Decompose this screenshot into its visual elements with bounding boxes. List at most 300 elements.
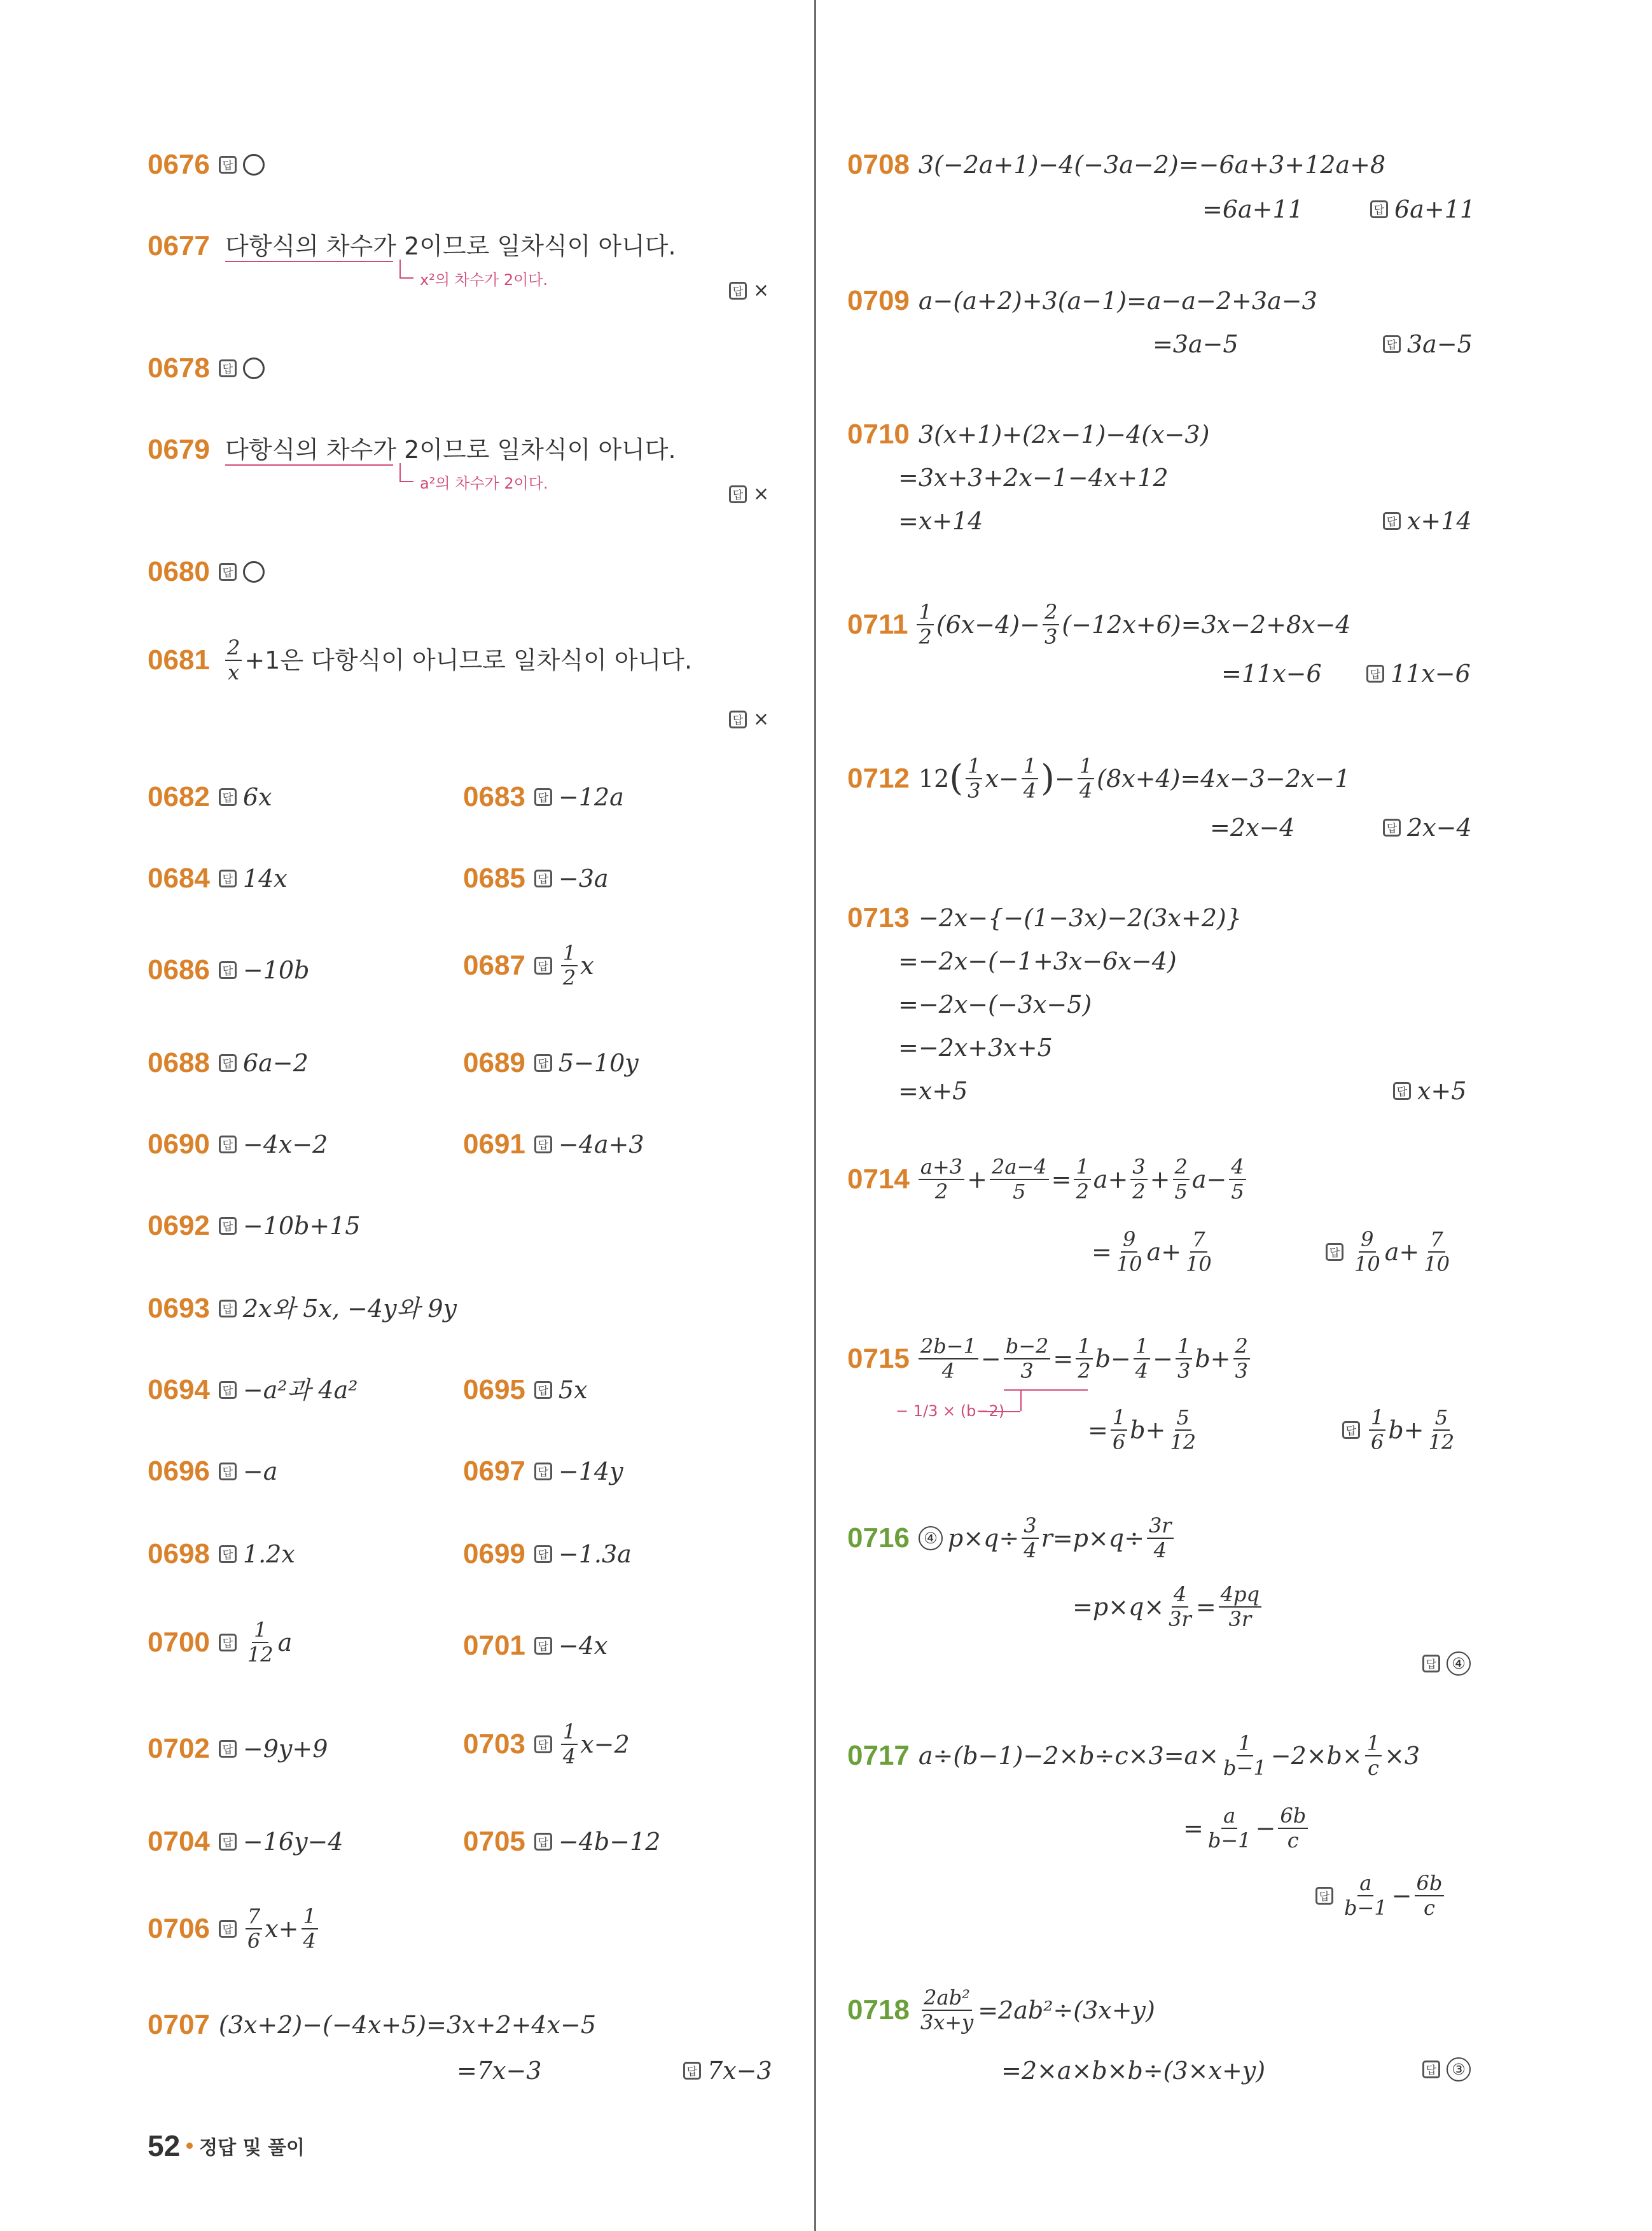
equation-term: (−12x+6)=3x−2+8x−4 — [1062, 610, 1351, 639]
equation-line: =−2x−(−1+3x−6x−4) — [898, 947, 1177, 975]
answer-icon — [534, 870, 552, 887]
answer-icon — [219, 1740, 237, 1758]
equation-0712-line2 — [1210, 813, 1295, 840]
answer-expr: 11x−6 — [1391, 659, 1471, 688]
problem-number: 0689 — [463, 1046, 525, 1078]
answer-icon — [219, 1920, 237, 1938]
equation-0711-line2 — [1221, 659, 1322, 686]
var-term: b− — [1095, 1344, 1131, 1373]
equation-term: − — [1054, 764, 1075, 793]
equation-0713-line4 — [898, 1033, 1053, 1060]
problem-number: 0705 — [463, 1825, 525, 1857]
problem-0707 — [148, 2010, 596, 2039]
note-underline — [1004, 1389, 1088, 1391]
answer-0679 — [720, 480, 769, 504]
problem-0704 — [148, 1827, 344, 1856]
fraction: $\frac{1}{2}$ — [917, 601, 933, 649]
equation-0716-line2 — [1072, 1583, 1264, 1631]
fraction: $\frac{7}{6}$ — [246, 1905, 262, 1953]
note-text: x²의 차수가 2이다. — [420, 271, 548, 289]
answer-icon — [1383, 512, 1401, 530]
problem-0697 — [463, 1457, 623, 1485]
explanation-text: +1은 다항식이 아니므로 일차식이 아니다. — [244, 646, 693, 674]
problem-number: 0701 — [463, 1629, 525, 1661]
answer-icon — [219, 1545, 237, 1563]
equals-sign: = — [1195, 1592, 1216, 1621]
fraction: $\frac{2}{3}$ — [1043, 601, 1059, 649]
answer-icon — [219, 563, 237, 581]
answer-icon — [219, 1217, 237, 1235]
equals-sign: = — [1053, 1344, 1074, 1373]
answer-icon — [1383, 819, 1401, 837]
problem-number: 0703 — [463, 1728, 525, 1760]
answer-expr: −4x−2 — [242, 1130, 328, 1158]
answer-0716 — [1413, 1649, 1471, 1676]
minus-sign: − — [1391, 1881, 1412, 1910]
problem-number: 0695 — [463, 1373, 525, 1405]
note-underline — [225, 261, 393, 262]
var-term: b+ — [1388, 1415, 1424, 1444]
fraction: $\frac{9}{10}$ — [1354, 1227, 1380, 1276]
column-divider — [814, 0, 816, 2231]
answer-expr: 2x와 5x, −4y와 9y — [242, 1294, 457, 1323]
fraction: $\frac{a}{b-1}$ — [1344, 1871, 1387, 1920]
equation-0715-line2 — [1088, 1406, 1200, 1454]
equation-0713-line2 — [898, 947, 1177, 973]
problem-0703 — [463, 1720, 630, 1769]
equation-line: 3(−2a+1)−4(−3a−2)=−6a+3+12a+8 — [918, 150, 1386, 179]
left-paren: ( — [949, 757, 964, 799]
fraction: $\frac{1}{12}$ — [247, 1618, 274, 1667]
note-text: − 1/3 × (b−2) — [896, 1402, 1005, 1420]
problem-0694 — [148, 1375, 357, 1404]
problem-0711 — [847, 601, 1351, 649]
problem-0706 — [148, 1905, 321, 1953]
problem-number: 0691 — [463, 1128, 525, 1160]
answer-0708 — [1361, 195, 1475, 221]
answer-expr: −4b−12 — [558, 1827, 661, 1856]
answer-expr: x+ — [265, 1914, 299, 1943]
equation-line: =x+5 — [898, 1076, 968, 1105]
explanation-text: 다항식의 차수가 2이므로 일차식이 아니다. — [225, 435, 676, 464]
equation-line: =2×a×b×b÷(3×x+y) — [1001, 2056, 1266, 2085]
fraction: $\frac{2}{5}$ — [1173, 1155, 1190, 1204]
answer-0677 — [720, 276, 769, 300]
note-text: a²의 차수가 2이다. — [420, 475, 548, 492]
equation-term: a÷(b−1)−2×b÷c×3=a× — [918, 1741, 1219, 1770]
answer-expr: 5−10y — [558, 1048, 639, 1077]
equation-0708-line2 — [1202, 195, 1303, 221]
fraction: $\frac{4pq}{3r}$ — [1219, 1583, 1261, 1631]
problem-0677 — [148, 232, 676, 260]
answer-icon — [1326, 1243, 1343, 1261]
note-bracket — [1020, 1391, 1022, 1411]
fraction: $\frac{1}{4}$ — [1022, 754, 1038, 803]
cross-mark: × — [753, 707, 770, 730]
answer-0718 — [1413, 2055, 1471, 2082]
answer-icon — [1422, 1655, 1440, 1672]
note-bracket — [399, 260, 413, 279]
fraction: $\frac{9}{10}$ — [1116, 1227, 1142, 1276]
problem-0690 — [148, 1130, 328, 1158]
problem-number: 0687 — [463, 949, 525, 981]
fraction: $\frac{1}{b-1}$ — [1223, 1731, 1267, 1780]
circle-icon — [243, 358, 265, 379]
answer-expr: 6a+11 — [1394, 195, 1476, 223]
problem-number: 0710 — [847, 418, 910, 450]
answer-expr: 6x — [242, 782, 272, 811]
fraction: $\frac{1}{2}$ — [1074, 1155, 1090, 1204]
problem-number: 0697 — [463, 1455, 525, 1487]
equation-line: (3x+2)−(−4x+5)=3x+2+4x−5 — [218, 2010, 597, 2039]
equation-term: ×3 — [1384, 1741, 1420, 1770]
answer-icon — [219, 961, 237, 979]
answer-icon — [219, 1136, 237, 1153]
answer-icon — [219, 156, 237, 174]
problem-number: 0696 — [148, 1455, 210, 1487]
answer-expr: 1.2x — [242, 1539, 295, 1568]
var-term: b+ — [1130, 1415, 1166, 1444]
answer-icon — [219, 788, 237, 806]
answer-0709 — [1374, 330, 1473, 356]
answer-icon — [729, 485, 747, 503]
equation-0714-line2 — [1092, 1228, 1216, 1276]
answer-icon — [219, 1300, 237, 1317]
problem-0676 — [148, 150, 265, 179]
problem-number: 0676 — [148, 148, 210, 180]
answer-expr: −a — [242, 1457, 278, 1485]
fraction: $\frac{1}{6}$ — [1111, 1406, 1127, 1454]
plus-sign: + — [1149, 1165, 1170, 1193]
answer-icon — [1315, 1887, 1333, 1905]
problem-number: 0690 — [148, 1128, 210, 1160]
answer-expr: 5x — [558, 1375, 588, 1404]
problem-0715 — [847, 1335, 1253, 1383]
answer-icon — [534, 788, 552, 806]
fraction: $\frac{b-2}{3}$ — [1004, 1335, 1051, 1383]
fraction: $\frac{1}{c}$ — [1365, 1732, 1382, 1780]
fraction: $\frac{1}{3}$ — [1176, 1335, 1192, 1383]
problem-number: 0715 — [847, 1342, 910, 1374]
answer-icon — [534, 1735, 552, 1753]
page-number: 52 — [148, 2129, 181, 2162]
answer-expr: x−2 — [580, 1730, 630, 1758]
equation-0709-line2 — [1153, 330, 1239, 356]
equation-term: −2×b× — [1270, 1741, 1363, 1770]
problem-number: 0698 — [148, 1538, 210, 1569]
problem-0702 — [148, 1734, 328, 1763]
circle-icon — [243, 154, 265, 176]
answer-expr: −9y+9 — [242, 1734, 328, 1763]
bullet-icon — [186, 2143, 193, 2149]
fraction: $\frac{6b}{c}$ — [1415, 1872, 1445, 1920]
answer-expr: −4x — [558, 1631, 608, 1660]
answer-expr: x — [580, 951, 594, 980]
fraction: $\frac{2b-1}{4}$ — [919, 1335, 978, 1383]
equation-0713-line3 — [898, 990, 1092, 1017]
fraction: $\frac{1}{4}$ — [1078, 754, 1094, 803]
fraction: $\frac{a}{b-1}$ — [1207, 1804, 1251, 1852]
equation-line: =3x+3+2x−1−4x+12 — [898, 463, 1169, 492]
problem-0688 — [148, 1048, 309, 1077]
answer-icon — [219, 1463, 237, 1480]
problem-number: 0713 — [847, 901, 910, 933]
equation-0710-line2 — [898, 463, 1169, 490]
problem-0701 — [463, 1631, 607, 1660]
problem-0682 — [148, 782, 272, 811]
equation-line: =2x−4 — [1210, 813, 1295, 842]
problem-number: 0678 — [148, 352, 210, 384]
problem-number: 0693 — [148, 1292, 210, 1324]
answer-0681 — [720, 705, 769, 729]
equation-term: r=p×q÷ — [1041, 1524, 1144, 1552]
equation-0710-line3 — [898, 506, 983, 533]
problem-number: 0685 — [463, 862, 525, 894]
problem-number: 0677 — [148, 230, 210, 261]
answer-icon — [534, 957, 552, 975]
explanation-text: 다항식의 차수가 2이므로 일차식이 아니다. — [225, 232, 676, 260]
choice-marker: ④ — [919, 1526, 943, 1550]
answer-icon — [534, 1136, 552, 1153]
note-underline — [225, 464, 393, 466]
problem-0678 — [148, 354, 265, 382]
answer-0714 — [1317, 1228, 1454, 1276]
minus-sign: − — [1255, 1814, 1276, 1842]
minus-sign: − — [1153, 1344, 1173, 1373]
problem-number: 0709 — [847, 284, 910, 316]
problem-0693 — [148, 1294, 457, 1323]
problem-0718 — [847, 1986, 1155, 2034]
answer-expr: −a²과 4a² — [242, 1375, 358, 1404]
answer-icon — [219, 359, 237, 377]
fraction: $\frac{3r}{4}$ — [1147, 1514, 1174, 1562]
answer-expr: −10b+15 — [242, 1211, 361, 1240]
answer-expr: −4a+3 — [558, 1130, 644, 1158]
answer-0710 — [1374, 506, 1472, 533]
answer-icon — [1370, 200, 1388, 218]
answer-icon — [534, 1463, 552, 1480]
fraction: $\frac{1}{2}$ — [1076, 1335, 1092, 1383]
equation-term: =p×q× — [1072, 1592, 1165, 1621]
answer-icon — [1383, 335, 1401, 353]
equation-term: x− — [985, 764, 1019, 793]
problem-number: 0686 — [148, 954, 210, 985]
var-term: a+ — [1093, 1165, 1128, 1193]
cross-mark: × — [753, 279, 770, 302]
fraction: $\frac{2}{3}$ — [1233, 1335, 1250, 1383]
fraction: $\frac{6b}{c}$ — [1278, 1804, 1308, 1852]
problem-0705 — [463, 1827, 660, 1856]
equals-sign: = — [1051, 1165, 1072, 1193]
equation-line: =−2x+3x+5 — [898, 1033, 1053, 1062]
circle-icon — [243, 561, 265, 583]
problem-number: 0694 — [148, 1373, 210, 1405]
problem-number: 0684 — [148, 862, 210, 894]
problem-0684 — [148, 864, 288, 893]
answer-expr: a — [277, 1628, 293, 1657]
fraction: $\frac{3}{4}$ — [1022, 1514, 1038, 1562]
equation-0713-line5 — [898, 1076, 968, 1103]
equation-0718-line2 — [1001, 2056, 1265, 2083]
fraction: $\frac{1}{6}$ — [1369, 1406, 1385, 1454]
answer-icon — [534, 1833, 552, 1851]
problem-0710 — [847, 420, 1209, 448]
problem-number: 0714 — [847, 1163, 910, 1195]
fraction: $\frac{4}{5}$ — [1229, 1155, 1246, 1204]
fraction: $\frac{\text{2ab²}}{3x+y}$ — [920, 1985, 974, 2034]
answer-expr: x+5 — [1417, 1076, 1467, 1105]
choice-marker: ③ — [1447, 2057, 1471, 2082]
answer-icon — [729, 711, 747, 728]
problem-0696 — [148, 1457, 277, 1485]
answer-0711 — [1357, 659, 1471, 686]
answer-icon — [219, 1833, 237, 1851]
minus-sign: − — [980, 1344, 1001, 1373]
equation-term: p×q÷ — [947, 1524, 1020, 1552]
problem-number: 0700 — [148, 1626, 210, 1658]
equation-0707-line2 — [457, 2056, 541, 2083]
fraction: $\frac{a+3}{2}$ — [919, 1155, 964, 1204]
problem-number: 0699 — [463, 1538, 525, 1569]
equation-line: =x+14 — [898, 506, 983, 535]
fraction: $\frac{4}{3r}$ — [1169, 1582, 1191, 1631]
answer-expr: 2x−4 — [1407, 813, 1472, 842]
equation-line: =6a+11 — [1202, 195, 1303, 223]
answer-0712 — [1374, 813, 1472, 840]
answer-icon — [534, 1637, 552, 1655]
problem-0699 — [463, 1539, 632, 1568]
problem-number: 0683 — [463, 781, 525, 812]
problem-number: 0708 — [847, 148, 910, 180]
problem-0679 — [148, 435, 676, 464]
answer-expr: −3a — [558, 864, 609, 893]
answer-icon — [219, 1054, 237, 1072]
answer-expr: −1.3a — [558, 1539, 632, 1568]
fraction: $\frac{2}{x}$ — [225, 636, 242, 685]
equation-0717-line2 — [1183, 1804, 1310, 1852]
problem-number: 0692 — [148, 1209, 210, 1241]
problem-0713 — [847, 903, 1242, 932]
equation-term: 12 — [918, 764, 950, 793]
note-bracket — [399, 463, 413, 482]
problem-0691 — [463, 1130, 644, 1158]
problem-number: 0716 — [847, 1522, 910, 1553]
problem-number: 0682 — [148, 781, 210, 812]
answer-expr: x+14 — [1407, 506, 1472, 535]
problem-0692 — [148, 1211, 361, 1240]
answer-expr: −12a — [558, 782, 624, 811]
answer-expr: −10b — [242, 956, 310, 984]
var-term: a− — [1191, 1165, 1227, 1193]
var-term: a+ — [1146, 1237, 1182, 1266]
answer-0717 — [1307, 1872, 1447, 1920]
fraction: $\frac{1}{4}$ — [1134, 1335, 1150, 1383]
fraction: $\frac{1}{3}$ — [966, 754, 982, 803]
equals-sign: = — [1183, 1814, 1204, 1842]
answer-0707 — [674, 2056, 772, 2083]
equals-sign: = — [1088, 1415, 1108, 1444]
answer-expr: 6a−2 — [242, 1048, 309, 1077]
equation-term: (8x+4)=4x−3−2x−1 — [1097, 764, 1350, 793]
equation-line: −2x−{−(1−3x)−2(3x+2)} — [918, 903, 1242, 932]
page-footer — [148, 2129, 305, 2163]
answer-expr: −16y−4 — [242, 1827, 344, 1856]
equation-line: =7x−3 — [457, 2056, 542, 2085]
answer-expr: 3a−5 — [1407, 330, 1473, 358]
answer-expr: −14y — [558, 1457, 623, 1485]
problem-number: 0681 — [148, 644, 210, 676]
problem-0716 — [847, 1514, 1176, 1562]
problem-0709 — [847, 286, 1317, 315]
fraction: $\frac{3}{2}$ — [1130, 1155, 1147, 1204]
problem-0681 — [148, 636, 692, 685]
choice-marker: ④ — [1447, 1651, 1471, 1676]
answer-expr: 14x — [242, 864, 288, 893]
fraction: $\frac{7}{10}$ — [1186, 1227, 1212, 1276]
equation-line: =11x−6 — [1221, 659, 1322, 688]
answer-icon — [534, 1545, 552, 1563]
problem-0714 — [847, 1155, 1249, 1204]
fraction: $\frac{1}{4}$ — [302, 1905, 318, 1953]
equals-sign: = — [1092, 1237, 1112, 1266]
answer-icon — [219, 1634, 237, 1651]
answer-icon — [534, 1054, 552, 1072]
equation-line: a−(a+2)+3(a−1)=a−a−2+3a−3 — [918, 286, 1317, 315]
problem-number: 0702 — [148, 1732, 210, 1764]
plus-sign: + — [967, 1165, 987, 1193]
fraction: $\frac{5}{12}$ — [1170, 1405, 1197, 1454]
problem-0698 — [148, 1539, 295, 1568]
problem-0683 — [463, 782, 624, 811]
answer-icon — [219, 870, 237, 887]
problem-0689 — [463, 1048, 639, 1077]
problem-number: 0712 — [847, 762, 910, 794]
problem-0717 — [847, 1732, 1420, 1780]
equation-term: =2ab²÷(3x+y) — [978, 1996, 1155, 2024]
fraction: $\frac{1}{4}$ — [561, 1720, 578, 1769]
problem-number: 0680 — [148, 555, 210, 587]
problem-0680 — [148, 557, 265, 586]
problem-number: 0718 — [847, 1994, 910, 2026]
problem-number: 0717 — [847, 1739, 910, 1771]
answer-0713 — [1384, 1076, 1466, 1103]
var-term: a+ — [1384, 1237, 1420, 1266]
equation-line: 3(x+1)+(2x−1)−4(x−3) — [918, 420, 1210, 448]
problem-number: 0707 — [148, 2008, 210, 2040]
fraction: $\frac{2a-4}{5}$ — [990, 1155, 1049, 1204]
right-paren: ) — [1041, 757, 1055, 799]
fraction: $\frac{1}{2}$ — [561, 942, 578, 990]
answer-icon — [1366, 665, 1384, 683]
problem-number: 0679 — [148, 433, 210, 465]
problem-number: 0688 — [148, 1046, 210, 1078]
problem-number: 0706 — [148, 1912, 210, 1944]
fraction: $\frac{5}{12}$ — [1428, 1405, 1455, 1454]
cross-mark: × — [753, 482, 770, 505]
answer-expr: 7x−3 — [707, 2056, 772, 2085]
answer-icon — [1393, 1082, 1411, 1100]
problem-0685 — [463, 864, 609, 893]
answer-icon — [683, 2062, 701, 2080]
answer-icon — [534, 1381, 552, 1399]
answer-icon — [729, 282, 747, 300]
fraction: $\frac{7}{10}$ — [1424, 1227, 1450, 1276]
answer-0715 — [1333, 1406, 1459, 1454]
equation-term: (6x−4)− — [936, 610, 1040, 639]
problem-0686 — [148, 956, 309, 984]
answer-icon — [1422, 2061, 1440, 2078]
problem-0712 — [847, 754, 1350, 803]
